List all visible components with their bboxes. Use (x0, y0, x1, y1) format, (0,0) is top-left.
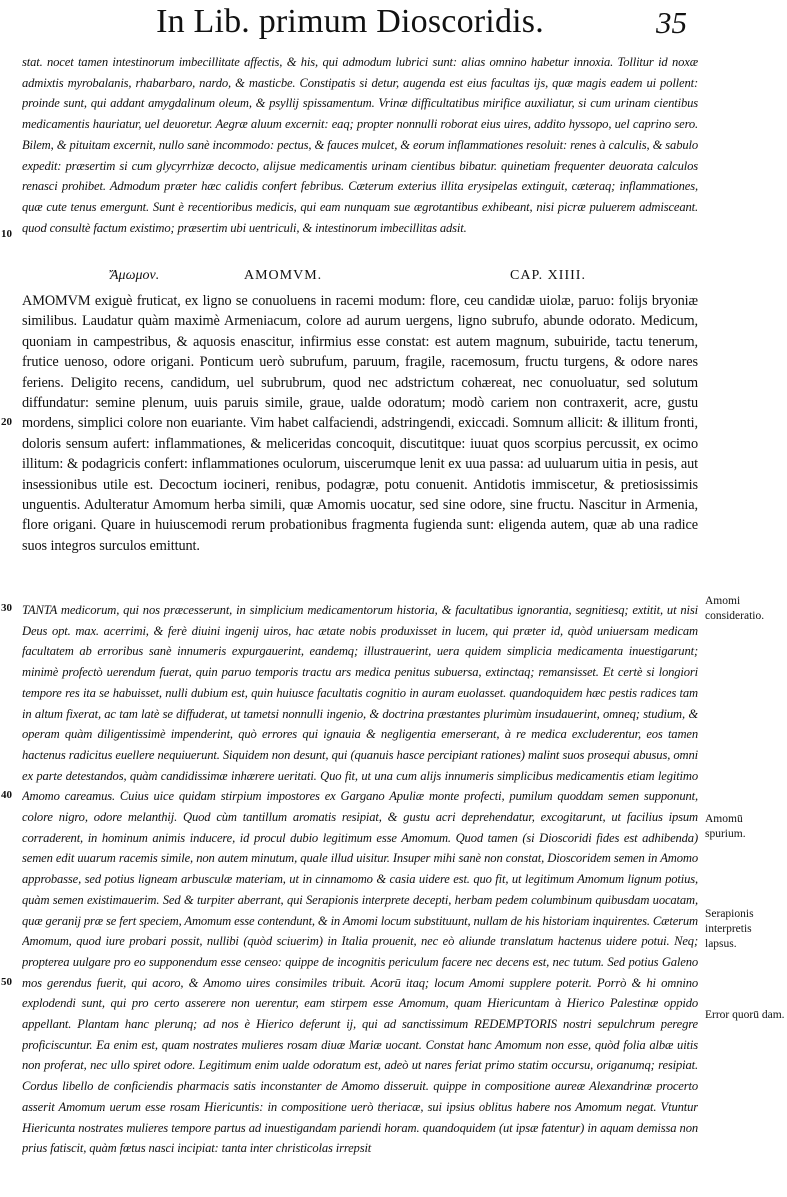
margin-note-amomi-consideratio: Amomi consideratio. (705, 595, 765, 622)
line-number-10: 10 (1, 228, 12, 240)
chapter-number: CAP. XIIII. (510, 268, 586, 283)
chapter-greek-title: Ἄμωμον. (110, 268, 160, 283)
running-head-title: In Lib. primum Dioscoridis. (156, 3, 544, 40)
line-number-column (0, 0, 22, 1197)
commentary-continuation (22, 52, 698, 257)
chapter-heading (22, 266, 698, 286)
chapter-latin-title: AMOMVM. (244, 268, 323, 283)
amomum-paragraph: AMOMVM exiguè fruticat, ex ligno se conuoluens in racemi modum: flore, ceu candidæ uiolæ, paruo: folijs bryoniæ similibus. Laudatur quàm maximè Armeniacum, colore ad aurum uergens, ligno subrufo, abunde odorato. Medicum, quoniam in campestribus, & aquosis enascitur, infirmius esse constat: est autem magnum, subuiride, tactu tenerum, frutice uenoso, odore origani. Ponticum uerò subrufum, paruum, fragile, racemosum, fructu turgens, & odore nares feriens. Deligito recens, candidum, uel subrubrum, quod nec adstrictum cohæreat, nec conuoluatur, sed solutum diffundatur: semine plenum, uuis paruis simile, graue, ualde odoratum; modò cariem non contraxerit, acre, gustu mordens, simplici colore non euariante. Vim habet calfaciendi, adstringendi, exiccadi. Somnum allicit: & illitum fronti, doloris sensum aufert: inflammationes, & meliceridas concoquit, discutitque: iuuat quos scorpius percussit, ex ocimo illitum: & podagricis confert: inflammationes oculorum, uiscerumque lenit ex uua passa: ad uuluarum uitia in pesis, aut insessionibus utile est. Decoctum iocineri, renibus, podagræ, potu conuenit. Antidotis immiscetur, & pretiosissimis unguentis. Adulteratur Amomum herba simili, quæ Amomis uocatur, sed sine odore, sine fructu. Nascitur in Armenia, flore origani. Quare in huiuscemodi rerum probationibus fragmenta fugienda sunt: eligenda autem, quæ ab una radice suos integros surculos emittunt. (22, 293, 698, 554)
running-header (0, 2, 787, 42)
intro-paragraph: stat. nocet tamen intestinorum imbecillitate affectis, & his, qui admodum lubrici sunt: alias omnino habetur innoxia. Tollitur id noxæ admixtis myrobalanis, rhabarbaro, nardo, & masticbe. Constipatis si detur, augenda est eius facultas ijs, quæ magis eadem ui pollent: proinde sunt, qui addant amygdalinum oleum, & psyllij spissamentum. Vrinæ difficultatibus mirifice auxiliatur, si cum urinam cientibus medicamentis hauriatur, uel deuoretur. Aegræ aluum excernit: eaq; propter nonnulli roborat eius uires, addito hyssopo, uel caprino sero. Bilem, & pituitam excernit, nullo sanè incommodo: pectus, & fauces mulcet, & eorum inflammationes resoluit: renes à calculis, & sabulo expedit: præsertim si cum glycyrrhizæ decocto, alijsue medicamentis urinam cientibus bibatur. quinetiam frequenter deuorata calculos renasci prohibet. Admodum præter hæc calidis confert febribus. Cæterum exterius illita erysipelas extinguit, cæteraq; inflammationes, quæ cute tenus emergunt. Sunt è recentioribus medicis, qui eam nunquam sue ægrotantibus exhibeant, nisi picræ puluerem admisceant. quod consultè factum existimo; præsertim ubi uentriculi, & intestinorum imbecillitas adsit. (22, 55, 698, 235)
margin-note-amomum-spurium: Amomū spurium. (705, 813, 746, 840)
line-number-20: 20 (1, 416, 12, 428)
dioscorides-text (22, 291, 698, 601)
line-number-40: 40 (1, 789, 12, 801)
line-number-50: 50 (1, 976, 12, 988)
margin-note-serapionis: Serapionis interpretis lapsus. (705, 908, 754, 950)
page-number: 35 (656, 5, 687, 40)
annotation-paragraph: TANTA medicorum, qui nos præcesserunt, in simplicium medicamentorum historia, & facultatibus ignorantia, segnitiesq; extitit, ut nisi Deus opt. max. acerrimi, & ferè diuini ingenij uiros, hac ætate nobis produxisset in lucem, qui præter id, quòd uniuersam medicam facultatem ab erroribus sanè innumeris expurgauerint, eandemq; illustrauerint, uera quidem simplicia medicamenta inuestigarunt; minimè profectò uerendum fuerat, quin paruo temporis tractu ars medica penitus subuersa, extinctaq; remansisset. Et certè si longiori tempore res ita se habuisset, nulli dubium est, quin huiusce facultatis cognitio in auram euolasset. quandoquidem hæc pestis radices tam in altum fixerat, ac tam latè se diffuderat, ut tametsi nonnulli ingenio, & doctrina præstantes plurimùm insudauerint, omneq; studium, & operam quàm diligentissimè impenderint, quò errores qui ignauia & negligentia emerserant, à re medica excluderentur, eos tamen hactenus radicitus euellere nequiuerunt. Siquidem non desunt, qui (quanuis hasce percipiant rationes) malint suos prosequi abusus, omni ex parte detestandos, quàm candidissimæ inhærere ueritati. Quo fit, ut una cum alijs innumeris simplicibus medicamentis etiam legitimo Amomo careamus. Cuius uice quidam stirpium impostores ex Gargano Apuliæ monte profecti, pumilum quoddam semen supponunt, colore nigro, odore melanthij. Quod cùm tantillum aromatis resipiat, & gustu acri deprehendatur, excogitarunt, ut facilius ipsum corraderent, in hominum animis inducere, id procul dubio legitimum esse Amomum. Quod tamen (si Dioscoridi fides est adhibenda) semen edit uuarum racemis simile, non autem minutum, quale illud uisitur. Insuper mihi sanè non constat, Dioscoridem semen in Amomo approbasse, sed potius ligneam arbusculæ materiam, ut in cinnamomo & casia uidere est. quo fit, ut legitimum Amomum lignum potius, quàm semen existimauerim. Sed & turpiter aberrant, qui Serapionis interprete decepti, herbam pedem columbinum quibusdam uocatam, quæ geranij præ se fert speciem, Amomum esse contendunt, & in Amomi locum substituunt, nullam de his historiam inquirentes. Cæterum Amomum, quod iure probari possit, nullibi (quòd sciuerim) in Italia prouenit, nec eò aliunde translatum hactenus uidere potui. Neq; propterea uulgare pro eo supponendum esse censeo: quippe de incognitis periculum facere nec decens est, nec tutum. Sed potius Galeno mos gerendus fuerit, qui acoro, & Amomo uires consimiles tribuit. Acorū itaq; locum Amomi supplere poterit. Porrò & hi omnino explodendi sunt, qui pro certo asserere non uerentur, eam stirpem esse Amomum, quam Hiericuntam à Hierico Palestinæ oppido appellant. Plantam hanc plerunq; ad nos è Hierico deferunt ij, qui ad sanctissimum REDEMPTORIS nostri sepulchrum peregre proficiscuntur. Ea enim est, quam nostrates mulieres rosam diuæ Mariæ uocant. Constat hanc Amomum non esse, quòd folia albæ uitis non proferat, nec ullo spiret odore. Legitimum enim ualde odoratum est, adeò ut nares feriat primo statim occursu, origanumq; resipiat. Cordus libello de conficiendis pharmacis satis inconstanter de Amomo disseruit. quippe in compositione aureæ Alexandrinæ procerto asserit Amomum uerum esse rosam Hiericuntis: in compositione uerò theriacæ, sui ipsius oblitus habere nos Amomum negat. Vtuntur Hiericunta nostrates mulieres tempore partus ad inuestigandam pariendi horam. quandoquidem (ut ipsæ fatentur) in aquam demissa non prius fatiscit, quàm fœtus nasci incipiat: tanta inter christicolas irrepsit (22, 603, 698, 1156)
line-number-30: 30 (1, 602, 12, 614)
marginal-notes (705, 0, 787, 1197)
commentary-annotation (22, 600, 698, 1190)
margin-note-error-quorundam: Error quorū dam. (705, 1009, 785, 1021)
